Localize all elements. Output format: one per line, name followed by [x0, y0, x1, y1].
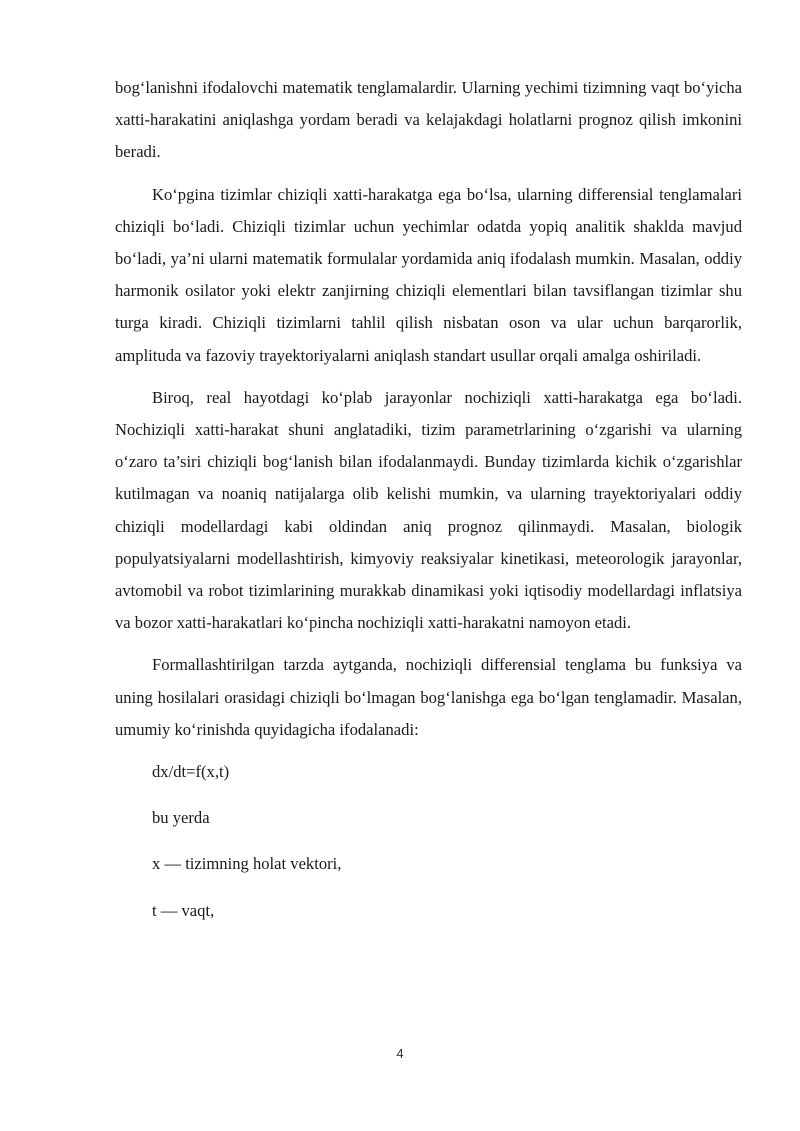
paragraph-3: Biroq, real hayotdagi ko‘plab jarayonlar nochiziqli xatti-harakatga ega bo‘ladi. Nochiziqli xatti-harakat shuni anglatadiki, tizim parametrlarining o‘zgarishi va ularning o‘zaro ta’siri chiziqli bog‘lanish bilan ifodalanmaydi. Bunday tizimlarda kichik o‘zgarishlar kutilmagan va noaniq natijalarga olib kelishi mumkin, va ularning trayektoriyalari oddiy chiziqli modellardagi kabi oldindan aniq prognoz qilinmaydi. Masalan, biologik populyatsiyalarni modellashtirish, kimyoviy reaksiyalar kinetikasi, meteorologik jarayonlar, avtomobil va robot tizimlarining murakkab dinamikasi yoki iqtisodiy modellardagi inflatsiya va bozor xatti-harakatlari ko‘pincha nochiziqli xatti-harakatni namoyon etadi.: [115, 387, 742, 633]
where-line: bu yerda: [152, 808, 210, 828]
paragraph-1: bog‘lanishni ifodalovchi matematik tenglamalardir. Ularning yechimi tizimning vaqt bo‘yicha xatti-harakatini aniqlashga yordam beradi va kelajakdagi holatlarni prognoz qilish imkonini beradi.: [115, 78, 742, 162]
page-number: 4: [396, 1046, 404, 1061]
paragraph-2: Ko‘pgina tizimlar chiziqli xatti-harakatga ega bo‘lsa, ularning differensial tenglamalari chiziqli bo‘ladi. Chiziqli tizimlar uchun yechimlar odatda yopiq analitik shaklda mavjud bo‘ladi, ya’ni ularni matematik formulalar yordamida aniq ifodalash mumkin. Masalan, oddiy harmonik osilator yoki elektr zanjirning chiziqli elementlari bilan tavsiflangan tizimlar shu turga kiradi. Chiziqli tizimlarni tahlil qilish nisbatan oson va ular uchun barqarorlik, amplituda va fazoviy trayektoriyalarni aniqlash standart usullar orqali amalga oshiriladi.: [115, 184, 742, 365]
equation: dx/dt=f(x,t): [152, 762, 230, 782]
definition-x: x — tizimning holat vektori,: [152, 854, 342, 874]
page-body: [115, 72, 742, 941]
definition-t: t — vaqt,: [152, 900, 215, 920]
paragraph-4: Formallashtirilgan tarzda aytganda, nochiziqli differensial tenglama bu funksiya va uning hosilalari orasidagi chiziqli bo‘lmagan bog‘lanishga ega bo‘lgan tenglamadir. Masalan, umumiy ko‘rinishda quyidagicha ifodalanadi:: [115, 655, 742, 739]
